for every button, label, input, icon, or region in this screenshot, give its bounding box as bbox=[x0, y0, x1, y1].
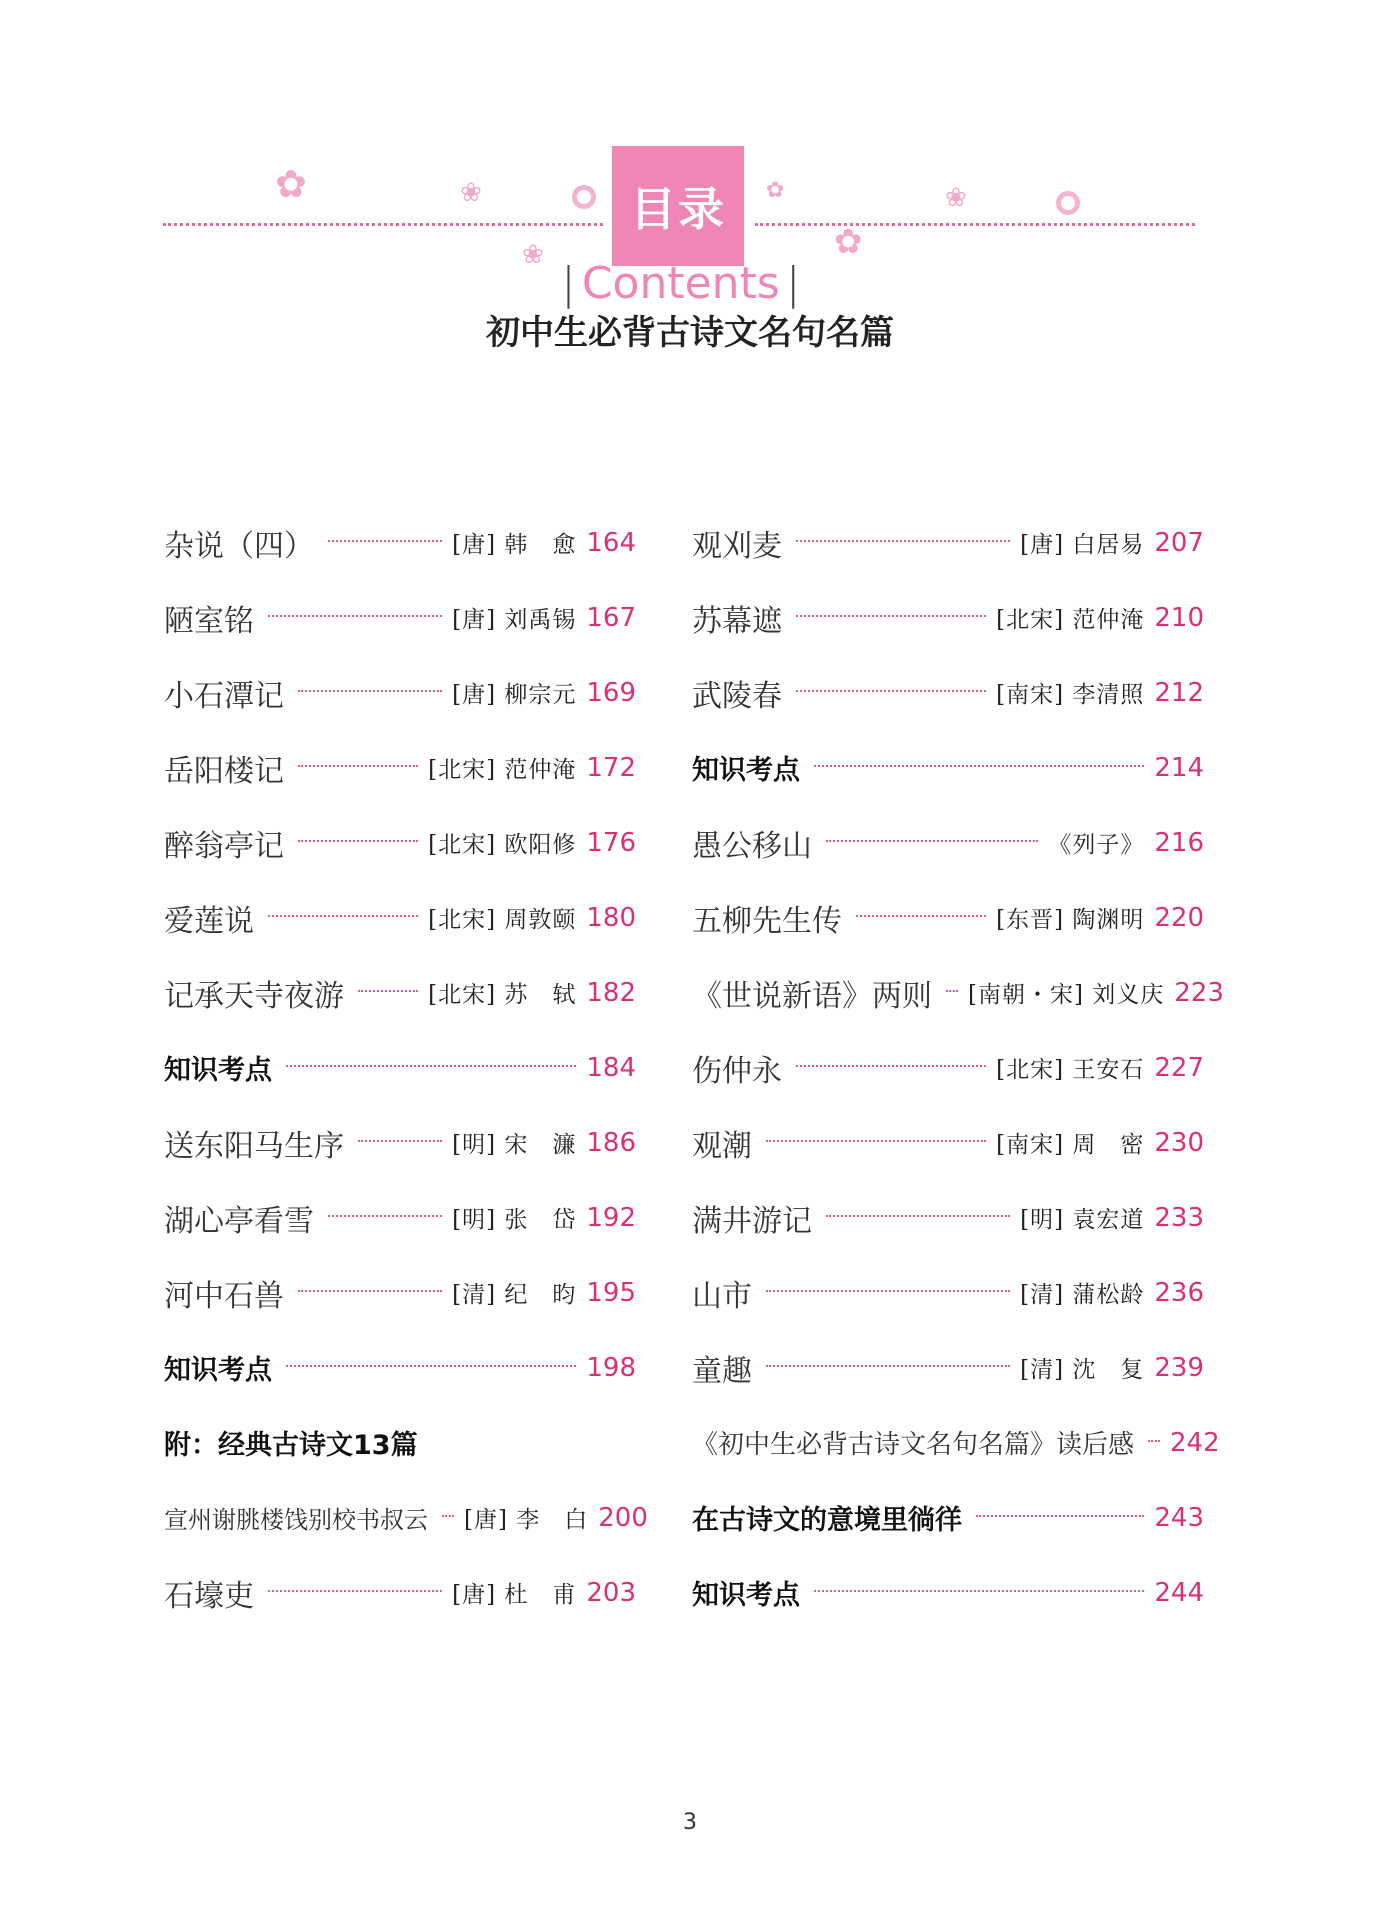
entry-author: [东晋] 陶渊明 bbox=[996, 907, 1145, 933]
entry-page: 227 bbox=[1154, 1052, 1204, 1083]
entry-author: [明] 张 岱 bbox=[452, 1207, 577, 1233]
entry-page: 164 bbox=[586, 527, 636, 558]
entry-title: 童趣 bbox=[692, 1353, 752, 1389]
toc-subtitle bbox=[555, 258, 805, 310]
entry-page: 195 bbox=[586, 1277, 636, 1308]
entry-page: 212 bbox=[1154, 677, 1204, 708]
entry-page: 233 bbox=[1154, 1202, 1204, 1233]
entry-title: 伤仲永 bbox=[692, 1053, 782, 1089]
toc-entry[interactable] bbox=[164, 580, 636, 655]
entry-title: 观潮 bbox=[692, 1128, 752, 1164]
entry-author: 《列子》 bbox=[1048, 832, 1145, 858]
entry-page: 172 bbox=[586, 752, 636, 783]
entry-author: [唐] 李 白 bbox=[464, 1507, 589, 1533]
entry-page: 242 bbox=[1170, 1427, 1220, 1458]
toc-entry[interactable] bbox=[692, 655, 1204, 730]
toc-entry-knowledge-points[interactable] bbox=[164, 1030, 636, 1105]
entry-title: 陋室铭 bbox=[164, 603, 254, 639]
entry-author: [北宋] 王安石 bbox=[996, 1057, 1145, 1083]
entry-title: 石壕吏 bbox=[164, 1578, 254, 1614]
dot-leader bbox=[826, 840, 1038, 842]
dot-leader bbox=[826, 1215, 1010, 1217]
toc-entry[interactable] bbox=[692, 880, 1204, 955]
entry-title: 知识考点 bbox=[692, 1580, 800, 1611]
dot-leader bbox=[814, 1590, 1144, 1592]
entry-title: 《世说新语》两则 bbox=[692, 978, 932, 1014]
toc-subtitle-text: Contents bbox=[581, 258, 780, 309]
entry-author: [唐] 刘禹锡 bbox=[452, 607, 577, 633]
toc-entry[interactable] bbox=[164, 655, 636, 730]
dot-leader bbox=[298, 1290, 442, 1292]
dot-leader bbox=[328, 1215, 442, 1217]
toc-entry[interactable] bbox=[164, 1255, 636, 1330]
ring-icon bbox=[1056, 191, 1080, 215]
entry-author: [唐] 白居易 bbox=[1020, 532, 1145, 558]
entry-page: 167 bbox=[586, 602, 636, 633]
toc-entry[interactable] bbox=[692, 1105, 1204, 1180]
toc-entry[interactable] bbox=[164, 1105, 636, 1180]
entry-page: 192 bbox=[586, 1202, 636, 1233]
entry-page: 243 bbox=[1154, 1502, 1204, 1533]
entry-page: 198 bbox=[586, 1352, 636, 1383]
entry-author: [南宋] 周 密 bbox=[996, 1132, 1145, 1158]
dot-leader bbox=[766, 1290, 1010, 1292]
dot-leader bbox=[1148, 1440, 1160, 1442]
entry-title: 醉翁亭记 bbox=[164, 828, 284, 864]
entry-title: 苏幕遮 bbox=[692, 603, 782, 639]
entry-title: 《初中生必背古诗文名句名篇》读后感 bbox=[692, 1430, 1135, 1460]
toc-section-heading bbox=[164, 1405, 636, 1480]
entry-title: 湖心亭看雪 bbox=[164, 1203, 314, 1239]
entry-author: [明] 袁宏道 bbox=[1020, 1207, 1145, 1233]
entry-page: 244 bbox=[1154, 1577, 1204, 1608]
flower-icon: ❀ bbox=[460, 178, 482, 208]
dot-leader bbox=[796, 690, 986, 692]
dot-leader bbox=[286, 1065, 576, 1067]
toc-entry[interactable] bbox=[164, 505, 636, 580]
dot-leader bbox=[766, 1365, 1010, 1367]
entry-author: [南朝・宋] 刘义庆 bbox=[968, 982, 1165, 1008]
ring-icon bbox=[572, 185, 596, 209]
entry-page: 214 bbox=[1154, 752, 1204, 783]
toc-entry[interactable] bbox=[164, 805, 636, 880]
entry-title: 爱莲说 bbox=[164, 903, 254, 939]
toc-entry[interactable] bbox=[692, 1255, 1204, 1330]
entry-title: 小石潭记 bbox=[164, 678, 284, 714]
dot-leader bbox=[766, 1140, 986, 1142]
entry-title: 送东阳马生序 bbox=[164, 1128, 344, 1164]
toc-entry[interactable] bbox=[692, 1330, 1204, 1405]
entry-title: 武陵春 bbox=[692, 678, 782, 714]
toc-entry[interactable] bbox=[164, 730, 636, 805]
entry-page: 180 bbox=[586, 902, 636, 933]
entry-author: [北宋] 周敦颐 bbox=[428, 907, 577, 933]
entry-page: 239 bbox=[1154, 1352, 1204, 1383]
entry-page: 186 bbox=[586, 1127, 636, 1158]
dot-leader bbox=[796, 1065, 986, 1067]
toc-entry[interactable] bbox=[692, 580, 1204, 655]
entry-title: 记承天寺夜游 bbox=[164, 978, 344, 1014]
dot-leader bbox=[298, 690, 442, 692]
dot-leader bbox=[796, 540, 1010, 542]
flower-icon: ✿ bbox=[766, 178, 785, 203]
entry-title: 愚公移山 bbox=[692, 828, 812, 864]
entry-title: 五柳先生传 bbox=[692, 903, 842, 939]
entry-page: 203 bbox=[586, 1577, 636, 1608]
toc-title-box bbox=[612, 146, 744, 266]
page-number: 3 bbox=[683, 1810, 697, 1835]
entry-page: 220 bbox=[1154, 902, 1204, 933]
entry-page: 182 bbox=[586, 977, 636, 1008]
toc-entry[interactable] bbox=[164, 1480, 648, 1555]
entry-page: 176 bbox=[586, 827, 636, 858]
entry-author: [北宋] 苏 轼 bbox=[428, 982, 577, 1008]
entry-title: 岳阳楼记 bbox=[164, 753, 284, 789]
entry-author: [北宋] 范仲淹 bbox=[428, 757, 577, 783]
entry-author: [唐] 杜 甫 bbox=[452, 1582, 577, 1608]
entry-title: 知识考点 bbox=[692, 755, 800, 786]
dot-leader bbox=[946, 990, 958, 992]
dot-leader bbox=[358, 1140, 442, 1142]
dot-leader bbox=[856, 915, 986, 917]
entry-author: [南宋] 李清照 bbox=[996, 682, 1145, 708]
entry-page: 169 bbox=[586, 677, 636, 708]
toc-left-column bbox=[164, 505, 648, 1630]
toc-entry[interactable] bbox=[692, 1180, 1204, 1255]
toc-right-column bbox=[692, 505, 1224, 1630]
entry-title: 观刈麦 bbox=[692, 528, 782, 564]
entry-author: [清] 蒲松龄 bbox=[1020, 1282, 1145, 1308]
entry-page: 184 bbox=[586, 1052, 636, 1083]
entry-title: 杂说（四） bbox=[164, 528, 314, 564]
toc-entry-knowledge-points[interactable] bbox=[692, 730, 1204, 805]
toc-entry[interactable] bbox=[164, 1180, 636, 1255]
flower-icon: ❀ bbox=[945, 183, 967, 213]
divider: | bbox=[785, 258, 801, 309]
entry-author: [唐] 韩 愈 bbox=[452, 532, 577, 558]
flower-icon: ✿ bbox=[834, 222, 863, 262]
toc-entry[interactable] bbox=[692, 1030, 1204, 1105]
toc-entry-knowledge-points[interactable] bbox=[164, 1330, 636, 1405]
toc-entry[interactable] bbox=[164, 880, 636, 955]
dot-leader bbox=[814, 765, 1144, 767]
entry-author: [清] 纪 昀 bbox=[452, 1282, 577, 1308]
entry-page: 210 bbox=[1154, 602, 1204, 633]
entry-author: [明] 宋 濂 bbox=[452, 1132, 577, 1158]
toc-entry[interactable] bbox=[692, 805, 1204, 880]
entry-title: 知识考点 bbox=[164, 1355, 272, 1386]
flower-icon: ❀ bbox=[522, 240, 544, 270]
entry-author: [清] 沈 复 bbox=[1020, 1357, 1145, 1383]
toc-title: 目录 bbox=[630, 182, 726, 236]
entry-page: 236 bbox=[1154, 1277, 1204, 1308]
dot-leader bbox=[286, 1365, 576, 1367]
entry-title: 山市 bbox=[692, 1278, 752, 1314]
header-dotted-rule-left bbox=[163, 223, 603, 226]
toc-header bbox=[0, 0, 1380, 380]
dot-leader bbox=[358, 990, 418, 992]
entry-title: 满井游记 bbox=[692, 1203, 812, 1239]
section-title: 附：经典古诗文13篇 bbox=[164, 1430, 418, 1461]
dot-leader bbox=[328, 540, 442, 542]
book-title: 初中生必背古诗文名句名篇 bbox=[486, 313, 894, 353]
toc-entry[interactable] bbox=[164, 1555, 636, 1630]
dot-leader bbox=[268, 1590, 442, 1592]
entry-page: 230 bbox=[1154, 1127, 1204, 1158]
entry-page: 216 bbox=[1154, 827, 1204, 858]
dot-leader bbox=[268, 615, 442, 617]
entry-title: 河中石兽 bbox=[164, 1278, 284, 1314]
entry-title: 知识考点 bbox=[164, 1055, 272, 1086]
toc-entry[interactable] bbox=[692, 505, 1204, 580]
toc-entry[interactable] bbox=[692, 1480, 1204, 1555]
dot-leader bbox=[976, 1515, 1144, 1517]
entry-page: 207 bbox=[1154, 527, 1204, 558]
header-dotted-rule-right bbox=[755, 223, 1195, 226]
toc-entry[interactable] bbox=[164, 955, 636, 1030]
dot-leader bbox=[796, 615, 986, 617]
entry-page: 200 bbox=[598, 1502, 648, 1533]
dot-leader bbox=[298, 765, 418, 767]
toc-entry[interactable] bbox=[692, 955, 1224, 1030]
dot-leader bbox=[298, 840, 418, 842]
toc-entry-knowledge-points[interactable] bbox=[692, 1555, 1204, 1630]
entry-title: 在古诗文的意境里徜徉 bbox=[692, 1505, 962, 1536]
toc-entry[interactable] bbox=[692, 1405, 1220, 1480]
entry-author: [唐] 柳宗元 bbox=[452, 682, 577, 708]
entry-author: [北宋] 范仲淹 bbox=[996, 607, 1145, 633]
divider: | bbox=[561, 258, 576, 309]
entry-page: 223 bbox=[1174, 977, 1224, 1008]
flower-icon: ✿ bbox=[275, 162, 307, 206]
dot-leader bbox=[442, 1515, 454, 1517]
entry-title: 宣州谢朓楼饯别校书叔云 bbox=[164, 1506, 428, 1534]
entry-author: [北宋] 欧阳修 bbox=[428, 832, 577, 858]
dot-leader bbox=[268, 915, 418, 917]
